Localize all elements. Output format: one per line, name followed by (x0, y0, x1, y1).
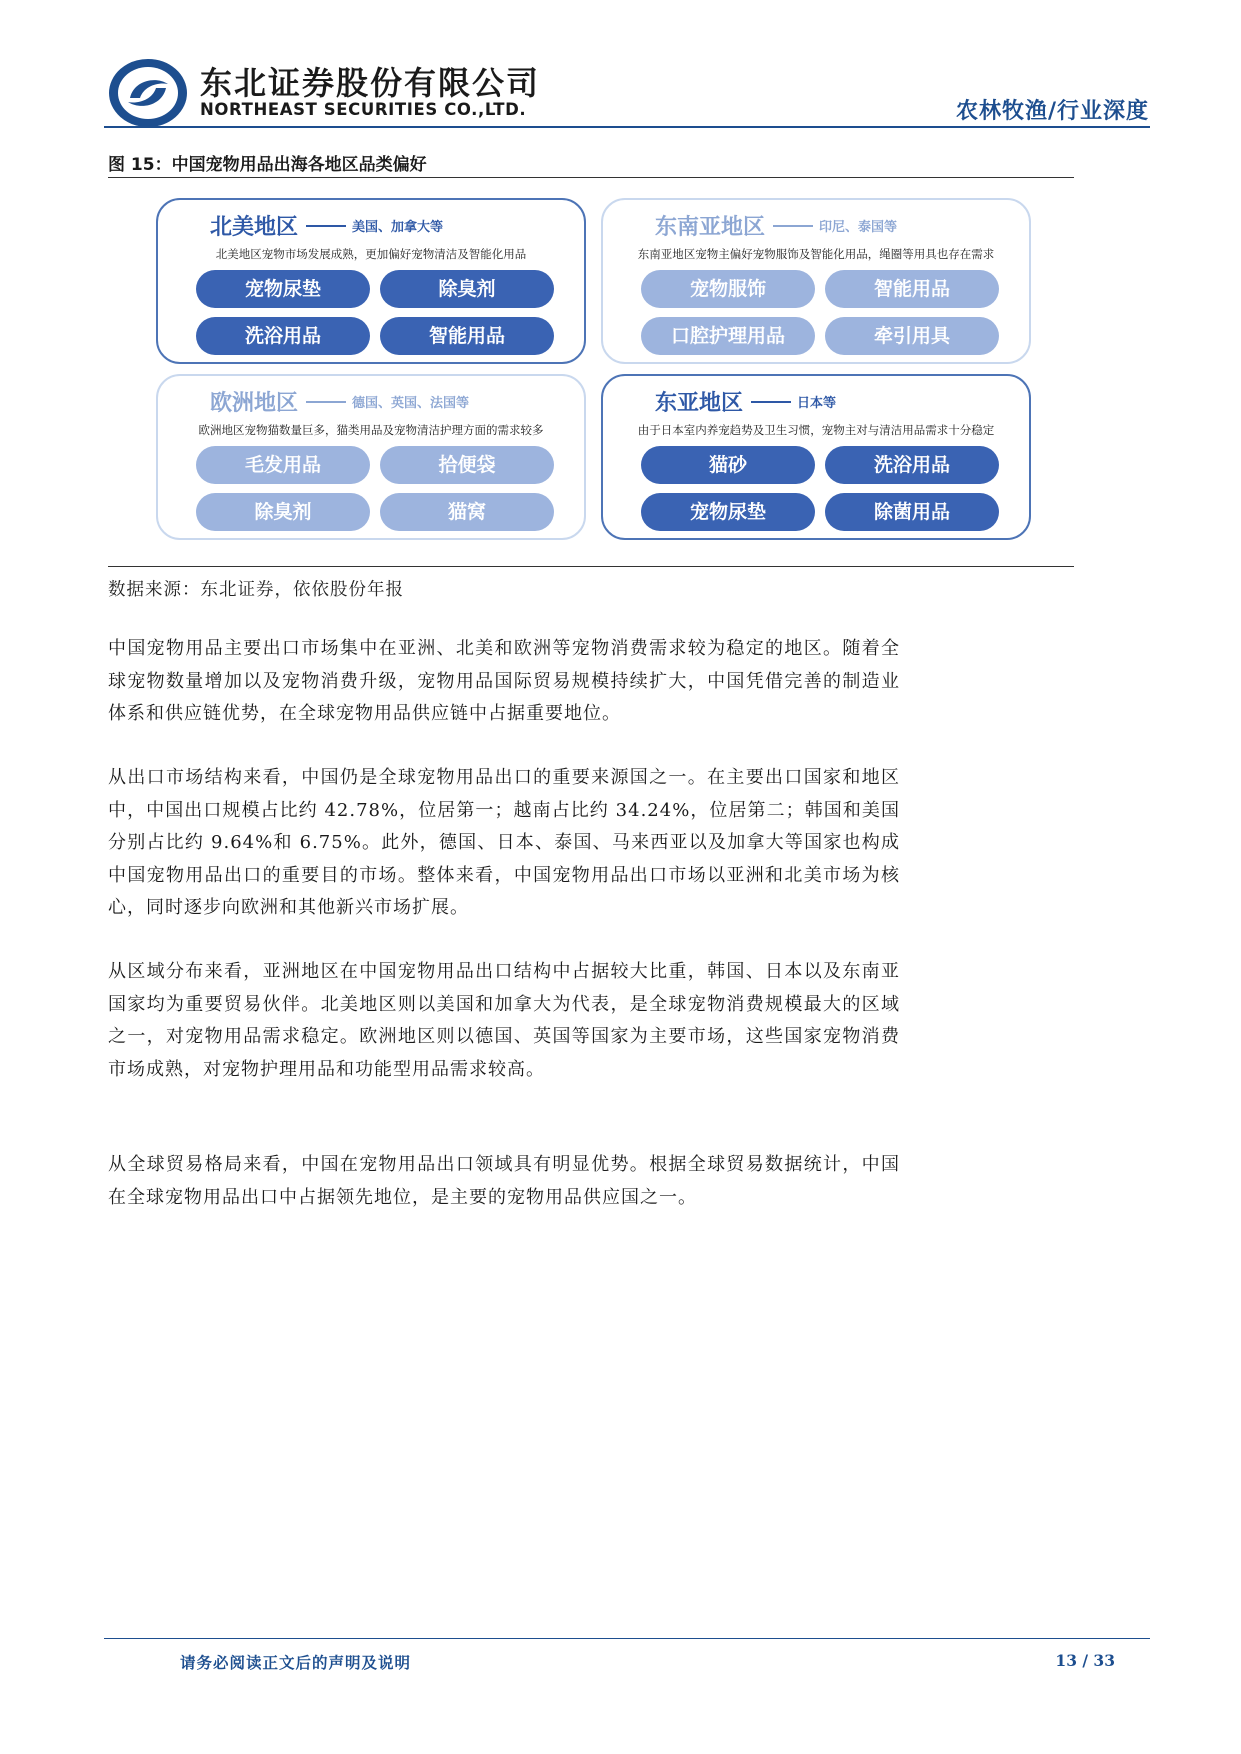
region-name: 欧洲地区 (210, 391, 299, 416)
page-header (0, 0, 1241, 130)
section-tag: 农林牧渔/行业深度 (955, 99, 1149, 124)
region-panel-east-asia (601, 374, 1031, 540)
region-description: 欧洲地区宠物猫数量巨多，猫类用品及宠物清洁护理方面的需求较多 (198, 423, 544, 437)
category-pill: 宠物尿垫 (641, 493, 815, 531)
footer-disclaimer: 请务必阅读正文后的声明及说明 (180, 1654, 412, 1672)
region-panel-europe (156, 374, 586, 540)
heading-dash (751, 401, 791, 403)
region-description: 由于日本室内养宠趋势及卫生习惯，宠物主对与清洁用品需求十分稳定 (637, 423, 995, 437)
region-description: 东南亚地区宠物主偏好宠物服饰及智能化用品，绳圈等用具也存在需求 (637, 247, 995, 261)
figure-bottom-rule (108, 566, 1074, 567)
region-countries: 印尼、泰国等 (819, 220, 898, 235)
company-name-cn: 东北证券股份有限公司 (200, 64, 541, 102)
company-name-en: NORTHEAST SECURITIES CO.,LTD. (200, 100, 527, 119)
region-name: 东亚地区 (655, 391, 744, 416)
panel-heading (210, 210, 443, 242)
heading-dash (773, 225, 813, 227)
region-description: 北美地区宠物市场发展成熟，更加偏好宠物清洁及智能化用品 (215, 247, 527, 261)
category-pill: 宠物服饰 (641, 270, 815, 308)
category-pill: 洗浴用品 (196, 317, 370, 355)
heading-dash (306, 401, 346, 403)
category-pill: 拾便袋 (380, 446, 554, 484)
category-pill: 猫砂 (641, 446, 815, 484)
region-countries: 德国、英国、法国等 (352, 396, 470, 411)
region-panel-north-america (156, 198, 586, 364)
category-pill: 猫窝 (380, 493, 554, 531)
category-pill: 牵引用具 (825, 317, 999, 355)
region-countries: 日本等 (797, 396, 837, 411)
page-number: 13 / 33 (1055, 1651, 1115, 1670)
panel-heading (210, 386, 469, 418)
category-pill: 口腔护理用品 (641, 317, 815, 355)
category-pill: 除臭剂 (380, 270, 554, 308)
category-pill: 洗浴用品 (825, 446, 999, 484)
figure-title: 图 15：中国宠物用品出海各地区品类偏好 (108, 155, 427, 175)
header-divider (104, 126, 1150, 128)
category-pill: 除菌用品 (825, 493, 999, 531)
category-pill: 毛发用品 (196, 446, 370, 484)
heading-dash (306, 225, 346, 227)
region-panel-southeast-asia (601, 198, 1031, 364)
company-logo-icon (108, 58, 188, 128)
region-name: 东南亚地区 (655, 215, 766, 240)
category-pill: 智能用品 (825, 270, 999, 308)
region-countries: 美国、加拿大等 (352, 220, 444, 235)
footer-divider (104, 1638, 1150, 1639)
panel-heading (655, 210, 897, 242)
region-name: 北美地区 (210, 215, 299, 240)
category-pill: 宠物尿垫 (196, 270, 370, 308)
category-pill: 智能用品 (380, 317, 554, 355)
body-paragraph: 中国宠物用品主要出口市场集中在亚洲、北美和欧洲等宠物消费需求较为稳定的地区。随着全球宠物数量增加以及宠物消费升级，宠物用品国际贸易规模持续扩大，中国凭借完善的制造业体系和供应链优势，在全球宠物用品供应链中占据重要地位。 (108, 638, 900, 724)
figure-top-rule (108, 177, 1074, 178)
body-paragraph: 从出口市场结构来看，中国仍是全球宠物用品出口的重要来源国之一。在主要出口国家和地区中，中国出口规模占比约 42.78%，位居第一；越南占比约 34.24%，位居第二；韩国和美国分别占比约 9.64%和 6.75%。此外，德国、日本、泰国、马来西亚以及加拿大等国家也构成中国宠物用品出口的重要目的市场。整体来看，中国宠物用品出口市场以亚洲和北美市场为核心，同时逐步向欧洲和其他新兴市场扩展。 (108, 767, 900, 918)
body-paragraph: 从区域分布来看，亚洲地区在中国宠物用品出口结构中占据较大比重，韩国、日本以及东南亚国家均为重要贸易伙伴。北美地区则以美国和加拿大为代表，是全球宠物消费规模最大的区域之一，对宠物用品需求稳定。欧洲地区则以德国、英国等国家为主要市场，这些国家宠物消费市场成熟，对宠物护理用品和功能型用品需求较高。 (108, 961, 900, 1080)
body-paragraph: 从全球贸易格局来看，中国在宠物用品出口领域具有明显优势。根据全球贸易数据统计，中国在全球宠物用品出口中占据领先地位，是主要的宠物用品供应国之一。 (108, 1154, 900, 1208)
panel-heading (655, 386, 836, 418)
data-source: 数据来源：东北证券，依依股份年报 (108, 580, 404, 600)
category-pill: 除臭剂 (196, 493, 370, 531)
